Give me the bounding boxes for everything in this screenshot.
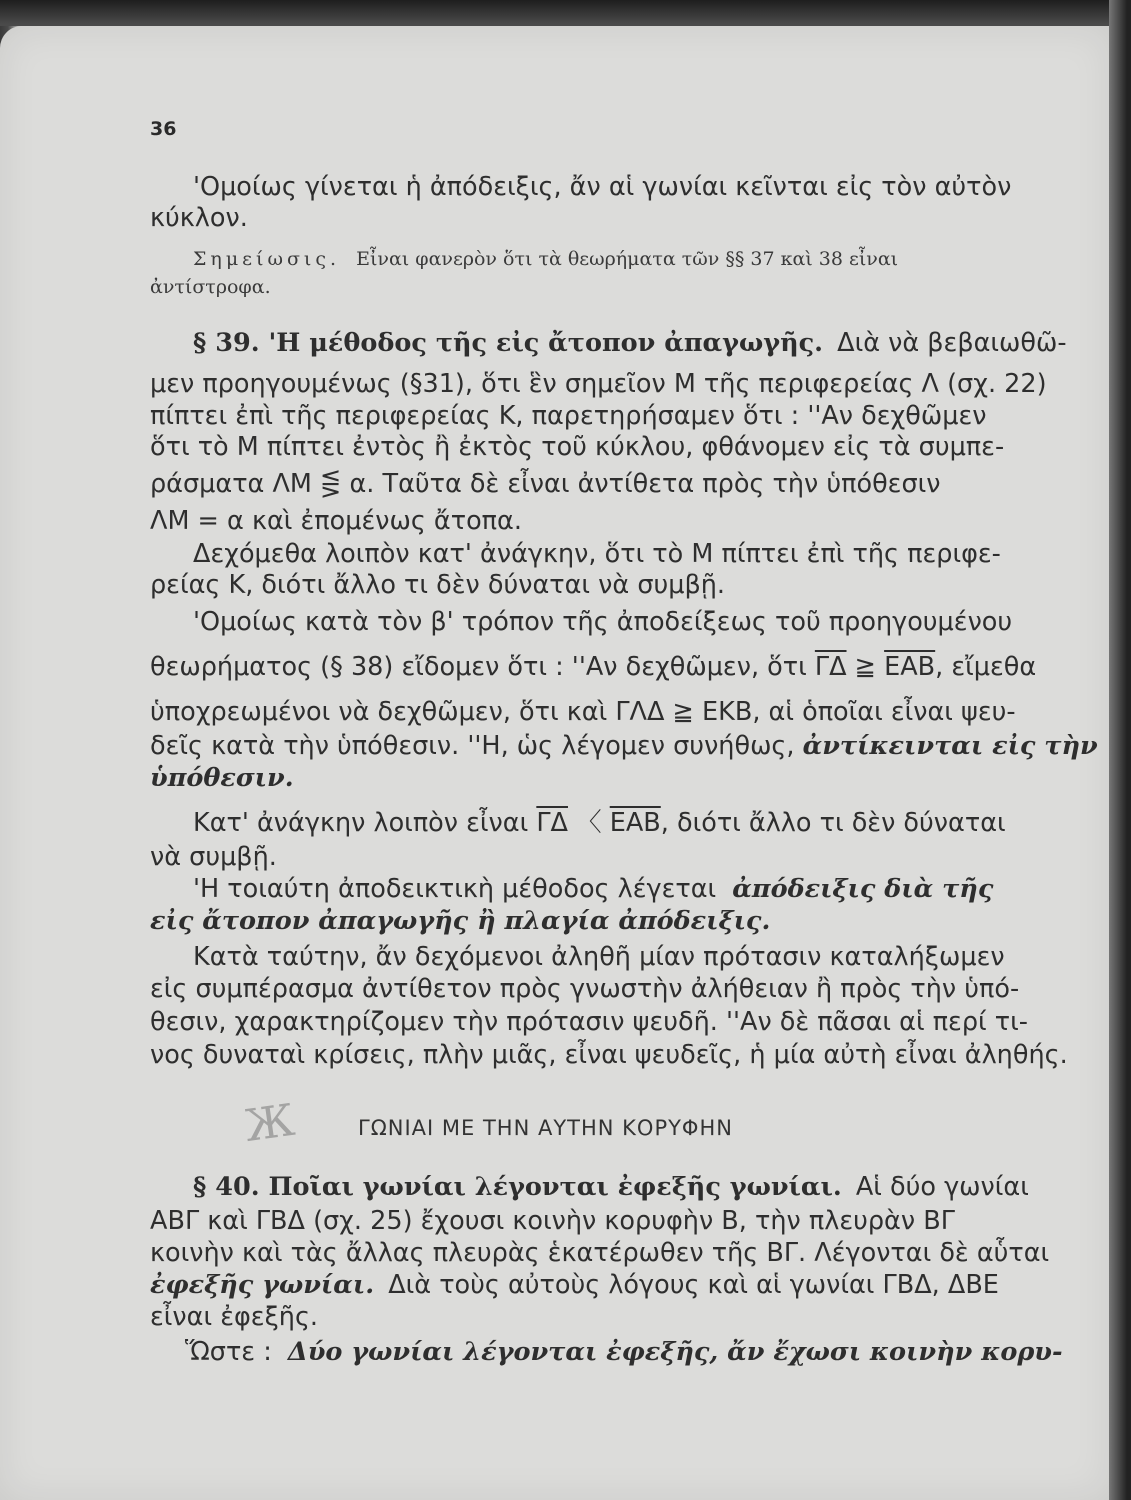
note-line	[193, 244, 898, 275]
arc-symbol: $\overline{EAB}$	[884, 652, 936, 682]
emphasis-line: ὑπόθεσιν.	[150, 763, 294, 793]
text-line: θεσιν, χαρακτηρίζομεν τὴν πρότασιν ψευδῆ. ''Αν δὲ πᾶσαι αἱ περί τι-	[150, 1007, 1028, 1037]
text-line: ρείας Κ, διότι ἄλλο τι δὲν δύναται νὰ συμβῇ.	[150, 570, 725, 600]
angle-symbol: ΕΚΒ	[702, 697, 753, 727]
text-line: μεν προηγουμένως (§31), ὅτι ἓν σημεῖον Μ τῆς περιφερείας Λ (σχ. 22)	[150, 369, 1047, 399]
text-fragment: δεῖς κατὰ τὴν ὑπόθεσιν. ''Η, ὡς λέγομεν συνήθως,	[150, 731, 795, 761]
text-fragment: θεωρήματος (§ 38) εἴδομεν ὅτι : ''Αν δεχθῶμεν, ὅτι	[150, 652, 807, 682]
text-fragment: Διὰ τοὺς αὐτοὺς λόγους καὶ αἱ γωνίαι ΓΒΔ, ΔΒΕ	[388, 1270, 999, 1300]
arc-symbol: $\overline{EAB}$	[609, 808, 661, 838]
emphasis: ἐφεξῆς γωνίαι.	[150, 1270, 375, 1300]
text-line: ὅτι τὸ Μ πίπτει ἐντὸς ἢ ἐκτὸς τοῦ κύκλου, φθάνομεν εἰς τὰ συμπε-	[150, 432, 1005, 462]
section-heading: ΓΩΝΙΑΙ ΜΕ ΤΗΝ ΑΥΤΗΝ ΚΟΡΥΦΗΝ	[358, 1116, 733, 1140]
note-line: ἀντίστροφα.	[150, 276, 271, 298]
text-line: ΑΒΓ καὶ ΓΒΔ (σχ. 25) ἔχουσι κοινὴν κορυφὴν Β, τὴν πλευρὰν ΒΓ	[150, 1206, 955, 1236]
operator: ≧	[672, 697, 694, 727]
text-line	[193, 874, 993, 905]
pencil-mark: Ж	[241, 1094, 298, 1153]
text-line: ΛΜ = α καὶ ἐπομένως ἄτοπα.	[150, 506, 522, 536]
text-line: κοινὴν καὶ τὰς ἄλλας πλευρὰς ἑκατέρωθεν τῆς ΒΓ. Λέγονται δὲ αὗται	[150, 1238, 1050, 1268]
text-line: Δεχόμεθα λοιπὸν κατ' ἀνάγκην, ὅτι τὸ Μ πίπτει ἐπὶ τῆς περιφε-	[193, 539, 1001, 569]
note-text: Εἶναι φανερὸν ὅτι τὰ θεωρήματα τῶν §§ 37 καὶ 38 εἶναι	[356, 248, 899, 270]
text-line: ράσματα ΛΜ ⋚ α. Ταῦτα δὲ εἶναι ἀντίθετα πρὸς τὴν ὑπόθεσιν	[150, 469, 941, 499]
arc-symbol: $\overline{\Gamma\Delta}$	[536, 808, 568, 838]
operator: ≧	[854, 652, 876, 682]
text-line	[150, 697, 1016, 728]
text-fragment: Αἱ δύο γωνίαι	[855, 1172, 1029, 1202]
text-line: 'Ομοίως γίνεται ἡ ἀπόδειξις, ἄν αἱ γωνίαι κεῖνται εἰς τὸν αὐτὸν	[193, 172, 1012, 202]
text-line: κύκλον.	[150, 203, 248, 233]
text-fragment: , αἱ ὁποῖαι εἶναι ψευ-	[752, 697, 1016, 727]
emphasis: Δύο γωνίαι λέγονται ἐφεξῆς, ἄν ἔχωσι κοινὴν κορυ-	[287, 1337, 1063, 1367]
text-line	[150, 652, 1036, 683]
operator: 〈	[576, 808, 602, 838]
text-line: 'Ομοίως κατὰ τὸν β' τρόπον τῆς ἀποδείξεως τοῦ προηγουμένου	[193, 607, 1013, 637]
emphasis-line: εἰς ἄτοπον ἀπαγωγῆς ἢ πλαγία ἀπόδειξις.	[150, 906, 771, 936]
text-line	[185, 1337, 1063, 1368]
text-fragment: 'Η τοιαύτη ἀποδεικτικὴ μέθοδος λέγεται	[193, 874, 717, 904]
emphasis: ἀπόδειξις διὰ τῆς	[732, 874, 994, 904]
text-fragment: ὑποχρεωμένοι νὰ δεχθῶμεν, ὅτι καὶ	[150, 697, 608, 727]
section-39-title: § 39. 'Η μέθοδος τῆς εἰς ἄτοπον ἀπαγωγῆς.	[193, 328, 824, 358]
text-line	[193, 808, 1006, 839]
scan-top-edge	[0, 0, 1131, 26]
text-fragment: Κατ' ἀνάγκην λοιπὸν εἶναι	[193, 808, 529, 838]
text-fragment: , διότι ἄλλο τι δὲν δύναται	[660, 808, 1006, 838]
note-label: Σημείωσις.	[193, 248, 341, 270]
text-line	[150, 1270, 999, 1301]
text-line: εἰς συμπέρασμα ἀντίθετον πρὸς γνωστὴν ἀλήθειαν ἢ πρὸς τὴν ὑπό-	[150, 974, 1020, 1004]
arc-symbol: $\overline{\Gamma\Delta}$	[814, 652, 847, 682]
text-fragment: Διὰ νὰ βεβαιωθῶ-	[837, 328, 1067, 358]
section-39-line	[193, 328, 1067, 359]
section-40-line	[193, 1172, 1029, 1203]
scan-right-edge	[1109, 0, 1131, 1500]
text-fragment: Ὥστε :	[185, 1337, 272, 1367]
angle-symbol: ΓΛΔ	[615, 697, 665, 727]
text-line: Κατὰ ταύτην, ἄν δεχόμενοι ἀληθῆ μίαν πρότασιν καταλήξωμεν	[193, 942, 1005, 972]
text-fragment: , εἴμεθα	[935, 652, 1037, 682]
page-number: 36	[150, 118, 177, 140]
text-line: νὰ συμβῇ.	[150, 842, 277, 872]
text-line: πίπτει ἐπὶ τῆς περιφερείας Κ, παρετηρήσαμεν ὅτι : ''Αν δεχθῶμεν	[150, 401, 987, 431]
section-40-title: § 40. Ποῖαι γωνίαι λέγονται ἐφεξῆς γωνίαι.	[193, 1172, 842, 1202]
text-line: νος δυναταὶ κρίσεις, πλὴν μιᾶς, εἶναι ψευδεῖς, ἡ μία αὐτὴ εἶναι ἀληθής.	[150, 1040, 1068, 1070]
emphasis: ἀντίκεινται εἰς τὴν	[802, 731, 1098, 761]
text-line	[150, 731, 1098, 762]
text-line: εἶναι ἐφεξῆς.	[150, 1302, 319, 1332]
